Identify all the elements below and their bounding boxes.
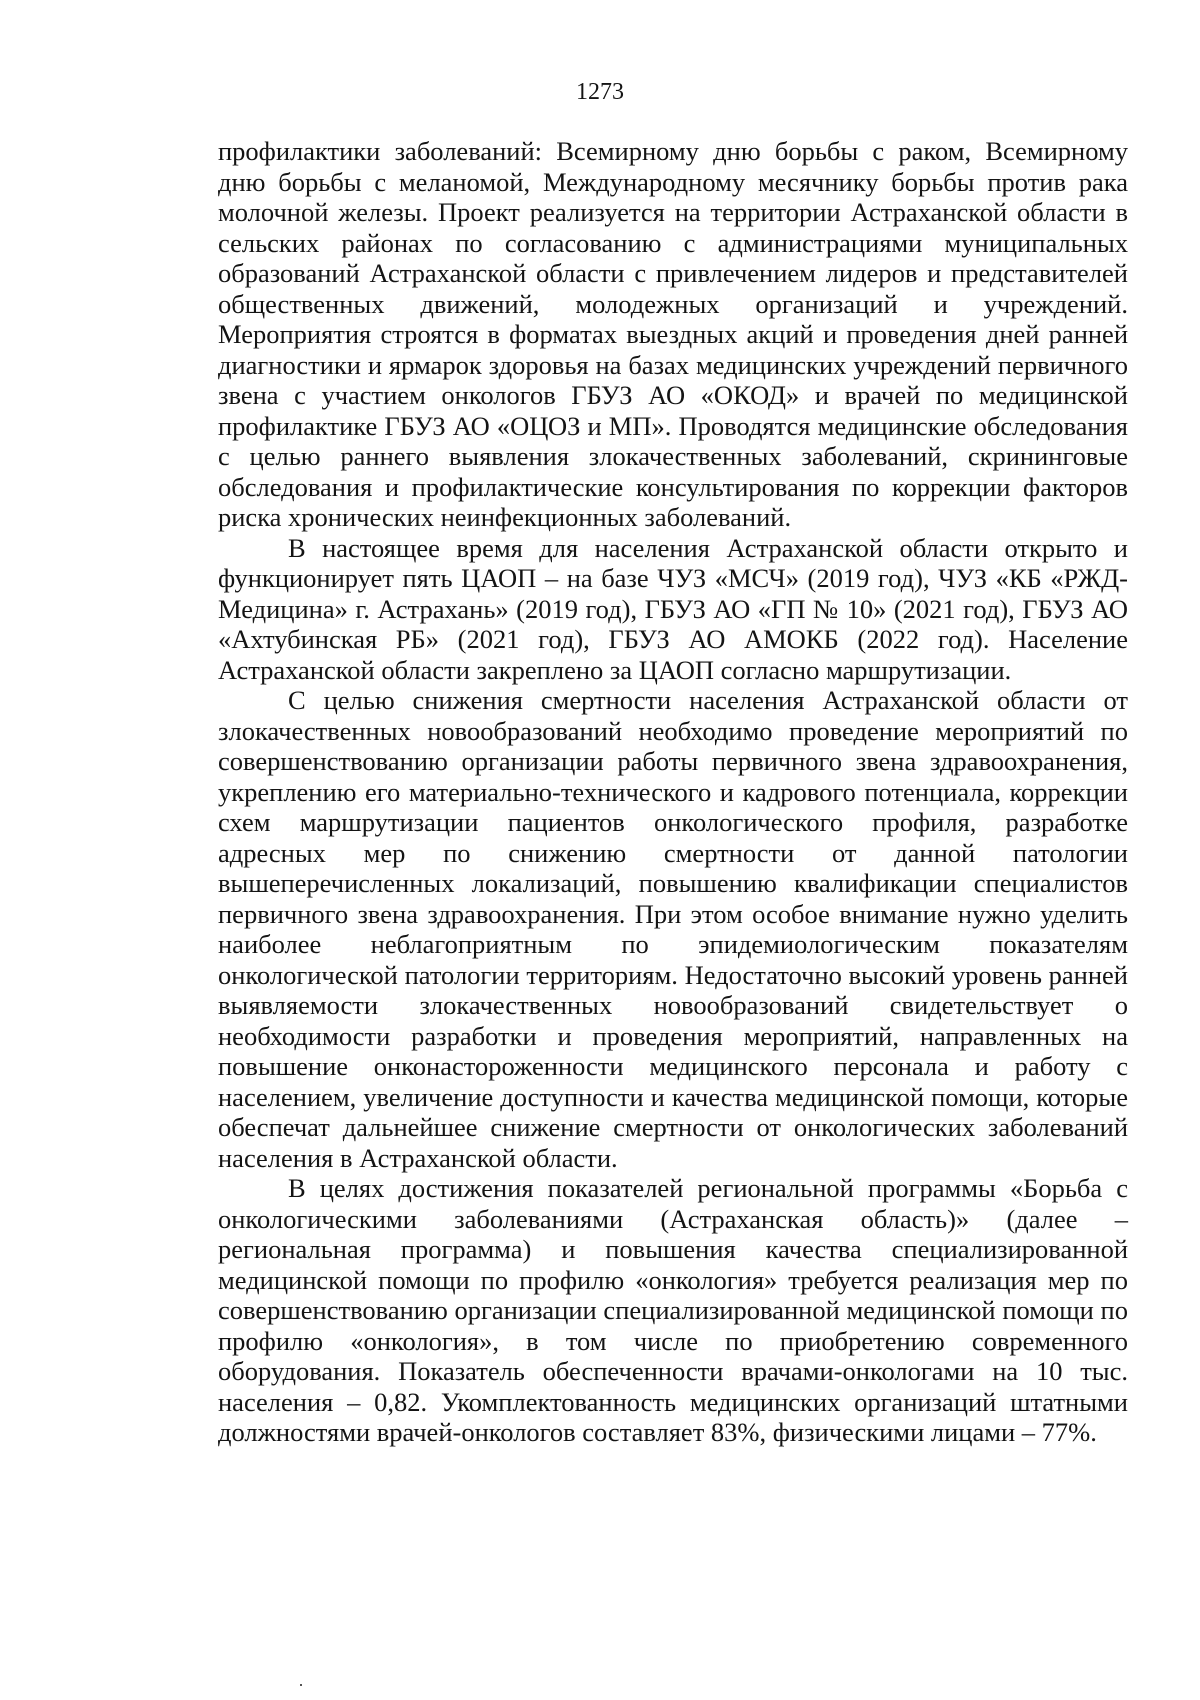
scan-speck xyxy=(300,1684,302,1686)
paragraph-2: В настоящее время для населения Астраханской области открыто и функционирует пять ЦАОП – на базе ЧУЗ «МСЧ» (2019 год), ЧУЗ «КБ «РЖД-Медицина» г. Астрахань» (2019 год), ГБУЗ АО «ГП № 10» (2021 год), ГБУЗ АО «Ахтубинская РБ» (2021 год), ГБУЗ АО АМОКБ (2022 год). Население Астраханской области закреплено за ЦАОП согласно маршрутизации. xyxy=(218,532,1128,685)
paragraph-3: С целью снижения смертности населения Астраханской области от злокачественных новообразований необходимо проведение мероприятий по совершенствованию организации работы первичного звена здравоохранения, укреплению его материально-технического и кадрового потенциала, коррекции схем маршрутизации пациентов онкологического профиля, разработке адресных мер по снижению смертности от данной патологии вышеперечисленных локализаций, повышению квалификации специалистов первичного звена здравоохранения. При этом особое внимание нужно уделить наиболее неблагоприятным по эпидемиологическим показателям онкологической патологии территориям. Недостаточно высокий уровень ранней выявляемости злокачественных новообразований свидетельствует о необходимости разработки и проведения мероприятий, направленных на повышение онконастороженности медицинского персонала и работу с населением, увеличение доступности и качества медицинской помощи, которые обеспечат дальнейшее снижение смертности от онкологических заболеваний населения в Астраханской области. xyxy=(218,685,1128,1173)
page-number: 1273 xyxy=(576,79,624,105)
paragraph-4: В целях достижения показателей региональной программы «Борьба с онкологическими заболеваниями (Астраханская область)» (далее – региональная программа) и повышения качества специализированной медицинской помощи по профилю «онкология» требуется реализация мер по совершенствованию организации специализированной медицинской помощи по профилю «онкология», в том числе по приобретению современного оборудования. Показатель обеспеченности врачами-онкологами на 10 тыс. населения – 0,82. Укомплектованность медицинских организаций штатными должностями врачей-онкологов составляет 83%, физическими лицами – 77%. xyxy=(218,1173,1128,1447)
body-text xyxy=(218,136,1128,1448)
paragraph-1: профилактики заболеваний: Всемирному дню борьбы с раком, Всемирному дню борьбы с меланомой, Международному месячнику борьбы против рака молочной железы. Проект реализуется на территории Астраханской области в сельских районах по согласованию с администрациями муниципальных образований Астраханской области с привлечением лидеров и представителей общественных движений, молодежных организаций и учреждений. Мероприятия строятся в форматах выездных акций и проведения дней ранней диагностики и ярмарок здоровья на базах медицинских учреждений первичного звена с участием онкологов ГБУЗ АО «ОКОД» и врачей по медицинской профилактике ГБУЗ АО «ОЦОЗ и МП». Проводятся медицинские обследования с целью раннего выявления злокачественных заболеваний, скрининговые обследования и профилактические консультирования по коррекции факторов риска хронических неинфекционных заболеваний. xyxy=(218,136,1128,532)
